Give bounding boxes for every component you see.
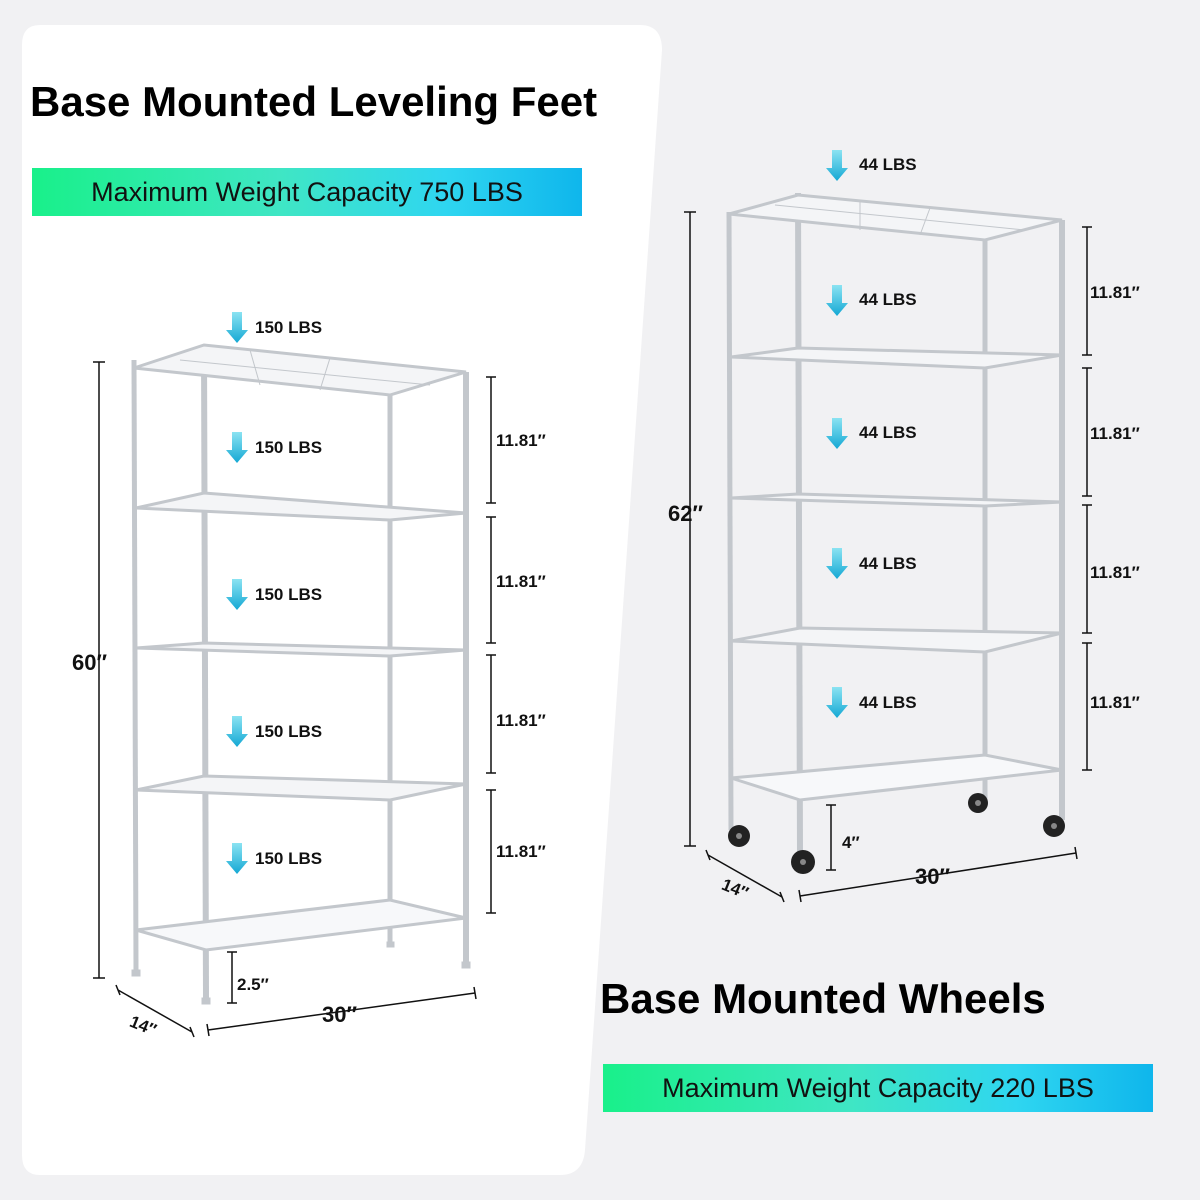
left-load-label-1: 150 LBS [255,318,323,337]
left-capacity-banner: Maximum Weight Capacity 750 LBS [32,168,582,216]
right-load-label-1: 44 LBS [859,155,917,174]
right-gap-label-1: 11.81″ [1090,283,1140,302]
right-gap-label-3: 11.81″ [1090,563,1140,582]
left-load-label-3: 150 LBS [255,585,323,604]
right-shelf-5 [731,755,1062,800]
right-shelf-4 [731,628,1062,652]
right-post-back-left [729,212,731,830]
left-load-label-4: 150 LBS [255,722,323,741]
arrow-down-icon [826,548,848,579]
left-gap-label-2: 11.81″ [496,572,546,591]
right-clearance-label: 4″ [842,833,860,852]
left-depth-label: 14″ [126,1011,160,1040]
left-gap-label-3: 11.81″ [496,711,546,730]
left-gap-label-1: 11.81″ [496,431,546,450]
arrow-down-icon [826,418,848,449]
left-height-label: 60″ [72,650,108,675]
right-gap-label-4: 11.81″ [1090,693,1140,712]
left-clearance-label: 2.5″ [237,975,269,994]
right-load-label-5: 44 LBS [859,693,917,712]
right-post-front-left [798,193,800,855]
left-load-label-5: 150 LBS [255,849,323,868]
left-gap-label-4: 11.81″ [496,842,546,861]
right-capacity-banner: Maximum Weight Capacity 220 LBS [603,1064,1153,1112]
right-load-label-4: 44 LBS [859,554,917,573]
arrow-down-icon [826,687,848,718]
right-width-label: 30″ [915,864,951,889]
right-shelf-1 [729,195,1062,240]
right-gap-label-2: 11.81″ [1090,424,1140,443]
left-width-label: 30″ [322,1002,358,1027]
right-shelf-2 [731,348,1062,368]
arrow-down-icon [826,150,848,181]
left-title: Base Mounted Leveling Feet [30,78,598,125]
left-load-label-2: 150 LBS [255,438,323,457]
arrow-down-icon [826,285,848,316]
right-depth-label: 14″ [718,874,752,903]
right-load-label-2: 44 LBS [859,290,917,309]
right-title: Base Mounted Wheels [600,975,1046,1022]
right-load-label-3: 44 LBS [859,423,917,442]
right-height-label: 62″ [668,501,704,526]
right-shelf-3 [731,494,1062,506]
